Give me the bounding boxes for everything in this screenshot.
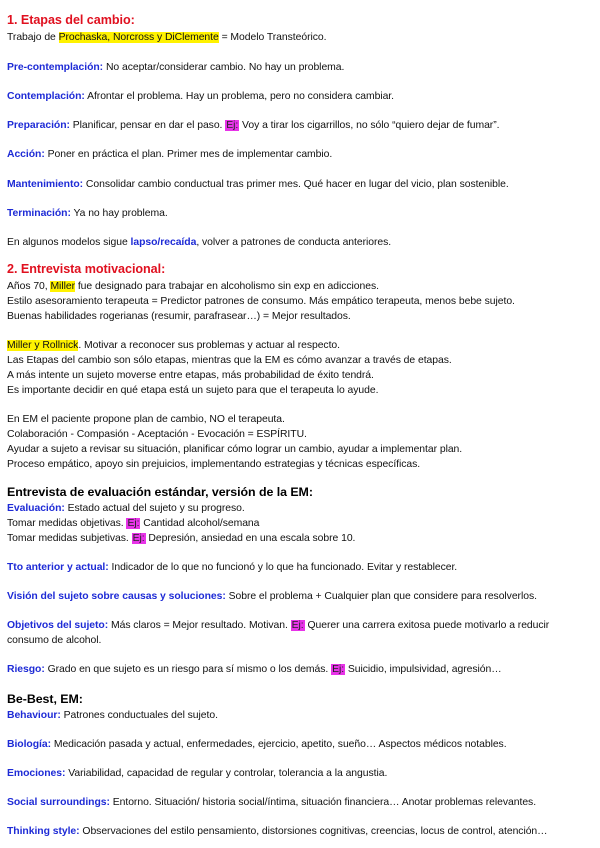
para-line: Las Etapas del cambio son sólo etapas, mientras que la EM es cómo avanzar a través de etapas. <box>7 355 452 366</box>
lapso-line: En algunos modelos sigue lapso/recaída, volver a patrones de conducta anteriores. <box>7 237 392 248</box>
stage-terminacion: Terminación: Ya no hay problema. <box>7 208 168 219</box>
para-line: Estilo asesoramiento terapeuta = Predictor patrones de consumo. Más empático terapeuta, menos bebe sujeto. <box>7 296 515 307</box>
term-label: lapso/recaída <box>130 237 197 248</box>
term-label: Visión del sujeto sobre causas y soluciones: <box>7 591 226 602</box>
term-label: Pre-contemplación: <box>7 62 104 73</box>
term-label: Social surroundings: <box>7 797 110 808</box>
vision-line: Visión del sujeto sobre causas y soluciones: Sobre el problema + Cualquier plan que considere para resolverlos. <box>7 591 537 602</box>
term-label: Biología: <box>7 739 51 750</box>
highlight-miller: Miller <box>50 281 75 292</box>
example-tag: Ej: <box>332 664 345 675</box>
objective-measures-line: Tomar medidas objetivas. Ej: Cantidad alcohol/semana <box>7 518 260 529</box>
para-line: Años 70, Miller fue designado para trabajar en alcoholismo sin exp en adicciones. <box>7 281 379 292</box>
term-label: Evaluación: <box>7 503 65 514</box>
section-title-bebest: Be-Best, EM: <box>7 692 83 706</box>
subjective-measures-line: Tomar medidas subjetivas. Ej: Depresión, ansiedad en una escala sobre 10. <box>7 533 356 544</box>
para-line: Ayudar a sujeto a revisar su situación, planificar cómo lograr un cambio, ayudar a implementar plan. <box>7 444 463 455</box>
term-label: Acción: <box>7 149 45 160</box>
term-label: Behaviour: <box>7 710 61 721</box>
social-line: Social surroundings: Entorno. Situación/ historia social/íntima, situación financiera… Anotar problemas relevantes. <box>7 797 537 808</box>
stage-mantenimiento: Mantenimiento: Consolidar cambio conductual tras primer mes. Qué hacer en lugar del vicio, plan sostenible. <box>7 179 509 190</box>
thinking-line: Thinking style: Observaciones del estilo pensamiento, distorsiones cognitivas, creencias, locus de control, atención… <box>7 826 548 837</box>
example-tag: Ej: <box>291 620 304 631</box>
term-label: Mantenimiento: <box>7 179 84 190</box>
highlight-miller-rollnick: Miller y Rollnick <box>7 340 79 351</box>
intro-line: Trabajo de Prochaska, Norcross y DiClemente = Modelo Transteórico. <box>7 32 327 43</box>
stage-contemplacion: Contemplación: Afrontar el problema. Hay un problema, pero no considera cambiar. <box>7 91 394 102</box>
stage-precontemplacion: Pre-contemplación: No aceptar/considerar cambio. No hay un problema. <box>7 62 345 73</box>
section-title-evaluacion: Entrevista de evaluación estándar, versión de la EM: <box>7 485 313 499</box>
section-title-etapas: 1. Etapas del cambio: <box>7 13 135 27</box>
term-label: Preparación: <box>7 120 70 131</box>
para-line: Proceso empático, apoyo sin prejuicios, implementando estrategias y técnicas específicas. <box>7 459 421 470</box>
example-tag: Ej: <box>132 533 145 544</box>
example-tag: Ej: <box>127 518 140 529</box>
biologia-line: Biología: Medicación pasada y actual, enfermedades, ejercicio, apetito, sueño… Aspectos médicos notables. <box>7 739 507 750</box>
riesgo-line: Riesgo: Grado en que sujeto es un riesgo para sí mismo o los demás. Ej: Suicidio, impulsividad, agresión… <box>7 664 502 675</box>
para-line: En EM el paciente propone plan de cambio, NO el terapeuta. <box>7 414 285 425</box>
objetivos-line: Objetivos del sujeto: Más claros = Mejor resultado. Motivan. Ej: Querer una carrera exitosa puede motivarlo a reducir <box>7 620 550 631</box>
behaviour-line: Behaviour: Patrones conductuales del sujeto. <box>7 710 218 721</box>
stage-accion: Acción: Poner en práctica el plan. Primer mes de implementar cambio. <box>7 149 333 160</box>
section-title-entrevista: 2. Entrevista motivacional: <box>7 262 166 276</box>
para-line: Miller y Rollnick. Motivar a reconocer sus problemas y actuar al respecto. <box>7 340 340 351</box>
term-label: Emociones: <box>7 768 66 779</box>
para-line: Es importante decidir en qué etapa está un sujeto para que el terapeuta lo ayude. <box>7 385 379 396</box>
term-label: Thinking style: <box>7 826 80 837</box>
emociones-line: Emociones: Variabilidad, capacidad de regular y controlar, tolerancia a la angustia. <box>7 768 388 779</box>
highlight-authors: Prochaska, Norcross y DiClemente <box>58 32 219 43</box>
objetivos-continuation: consumo de alcohol. <box>7 635 102 646</box>
term-label: Tto anterior y actual: <box>7 562 109 573</box>
para-line: Buenas habilidades rogerianas (resumir, parafrasear…) = Mejor resultados. <box>7 311 351 322</box>
para-line: Colaboración - Compasión - Aceptación - Evocación = ESPÍRITU. <box>7 429 307 440</box>
example-tag: Ej: <box>226 120 239 131</box>
eval-line: Evaluación: Estado actual del sujeto y su progreso. <box>7 503 245 514</box>
term-label: Objetivos del sujeto: <box>7 620 109 631</box>
tto-line: Tto anterior y actual: Indicador de lo que no funcionó y lo que ha funcionado. Evitar y restablecer. <box>7 562 458 573</box>
para-line: A más intente un sujeto moverse entre etapas, más probabilidad de éxito tendrá. <box>7 370 374 381</box>
term-label: Riesgo: <box>7 664 45 675</box>
stage-preparacion: Preparación: Planificar, pensar en dar el paso. Ej: Voy a tirar los cigarrillos, no sólo “quiero dejar de fumar”. <box>7 120 500 131</box>
term-label: Contemplación: <box>7 91 85 102</box>
term-label: Terminación: <box>7 208 71 219</box>
